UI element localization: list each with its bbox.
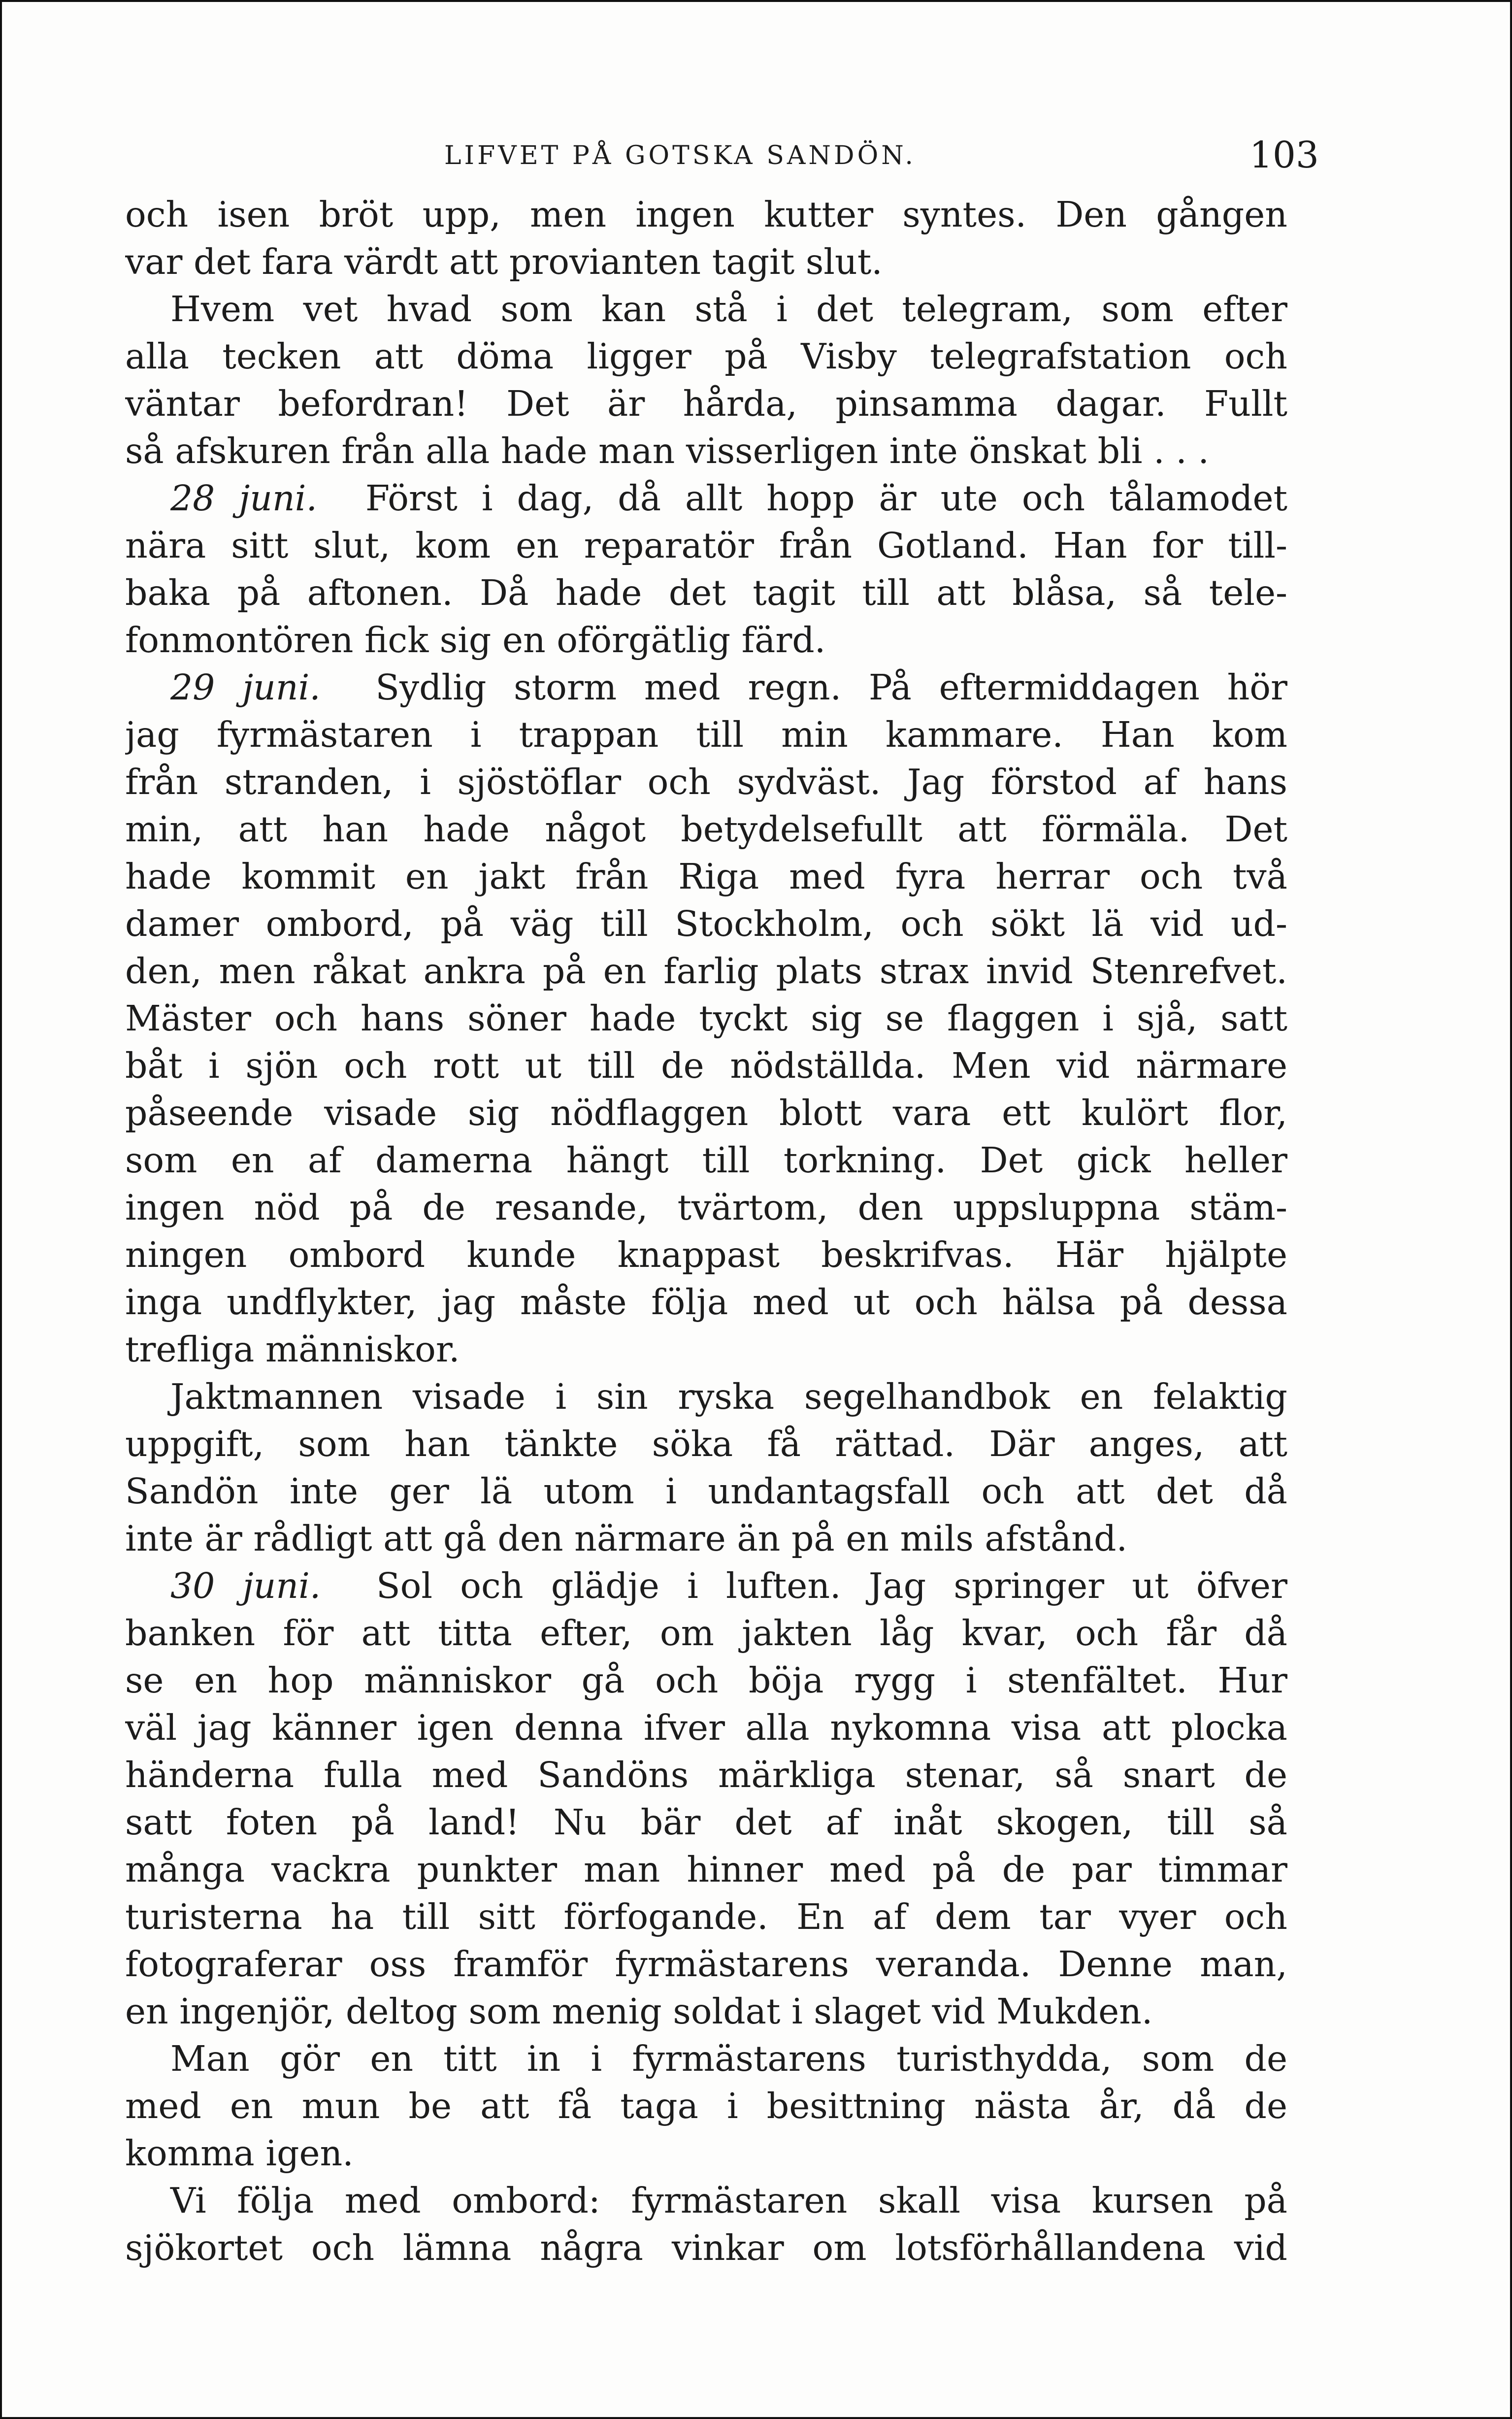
text-line: sjökortet och lämna några vinkar om lotsförhållandena vid — [125, 2227, 1287, 2268]
text-line — [125, 664, 1287, 711]
text-line: väntar befordran! Det är hårda, pinsamma dagar. Fullt — [125, 383, 1287, 424]
text-line: påseende visade sig nödflaggen blott vara ett kulört flor, — [125, 1093, 1287, 1133]
running-head — [125, 131, 1319, 180]
text-line: Hvem vet hvad som kan stå i det telegram, som efter — [170, 289, 1287, 330]
text-line: min, att han hade något betydelsefullt att förmäla. Det — [125, 809, 1287, 850]
text-line: Sandön inte ger lä utom i undantagsfall och att det då — [125, 1471, 1287, 1512]
text-line: se en hop människor gå och böja rygg i stenfältet. Hur — [125, 1660, 1287, 1701]
text-line — [125, 475, 1287, 522]
text-line: inga undflykter, jag måste följa med ut och hälsa på dessa — [125, 1282, 1287, 1323]
text-line: damer ombord, på väg till Stockholm, och sökt lä vid ud- — [125, 903, 1287, 944]
running-title: LIFVET PÅ GOTSKA SANDÖN. — [444, 141, 916, 170]
line-text: Först i dag, då allt hopp är ute och tålamodet — [365, 478, 1287, 519]
text-line: fotograferar oss framför fyrmästarens veranda. Denne man, — [125, 1944, 1287, 1985]
text-line: väl jag känner igen denna ifver alla nykomna visa att plocka — [125, 1707, 1287, 1748]
text-line: ningen ombord kunde knappast beskrifvas. Här hjälpte — [125, 1234, 1287, 1275]
diary-date: 30 juni. — [170, 1565, 321, 1606]
diary-date: 28 juni. — [170, 478, 318, 519]
text-line: Mäster och hans söner hade tyckt sig se flaggen i sjå, satt — [125, 998, 1287, 1039]
text-line: var det fara värdt att provianten tagit slut. — [125, 241, 883, 282]
text-line: båt i sjön och rott ut till de nödställda. Men vid närmare — [125, 1045, 1287, 1086]
text-line: jag fyrmästaren i trappan till min kammare. Han kom — [125, 714, 1287, 755]
text-line: Vi följa med ombord: fyrmästaren skall visa kursen på — [170, 2180, 1287, 2221]
text-line: alla tecken att döma ligger på Visby telegrafstation och — [125, 336, 1287, 377]
text-line: Man gör en titt in i fyrmästarens turisthydda, som de — [170, 2038, 1287, 2079]
body-text — [125, 191, 1287, 2272]
text-line: nära sitt slut, kom en reparatör från Gotland. Han for till- — [125, 525, 1287, 566]
text-line: en ingenjör, deltog som menig soldat i slaget vid Mukden. — [125, 1991, 1153, 2032]
line-text: Sol och glädje i luften. Jag springer ut öfver — [376, 1565, 1287, 1606]
text-line: med en mun be att få taga i besittning nästa år, då de — [125, 2086, 1287, 2126]
text-line: trefliga människor. — [125, 1329, 460, 1370]
text-line: och isen bröt upp, men ingen kutter syntes. Den gången — [125, 194, 1287, 235]
diary-date: 29 juni. — [170, 667, 321, 708]
text-line: Jaktmannen visade i sin ryska segelhandbok en felaktig — [170, 1376, 1287, 1417]
text-line: så afskuren från alla hade man visserligen inte önskat bli . . . — [125, 431, 1209, 471]
text-line: baka på aftonen. Då hade det tagit till att blåsa, så tele- — [125, 572, 1287, 613]
text-line: fonmontören fick sig en oförgätlig färd. — [125, 620, 826, 661]
page-number: 103 — [1249, 134, 1319, 176]
text-line — [125, 1562, 1287, 1610]
text-line: ingen nöd på de resande, tvärtom, den uppsluppna stäm- — [125, 1187, 1287, 1228]
text-line: inte är rådligt att gå den närmare än på en mils afstånd. — [125, 1518, 1128, 1559]
text-line: den, men råkat ankra på en farlig plats strax invid Stenrefvet. — [125, 951, 1287, 992]
text-line: turisterna ha till sitt förfogande. En af dem tar vyer och — [125, 1896, 1287, 1937]
text-line: banken för att titta efter, om jakten låg kvar, och får då — [125, 1613, 1287, 1654]
text-line: från stranden, i sjöstöflar och sydväst. Jag förstod af hans — [125, 762, 1287, 802]
text-line: komma igen. — [125, 2133, 354, 2174]
text-line: satt foten på land! Nu bär det af inåt skogen, till så — [125, 1802, 1287, 1843]
text-line: hade kommit en jakt från Riga med fyra herrar och två — [125, 856, 1287, 897]
text-line: händerna fulla med Sandöns märkliga stenar, så snart de — [125, 1755, 1287, 1795]
text-line: som en af damerna hängt till torkning. Det gick heller — [125, 1140, 1287, 1181]
text-line: många vackra punkter man hinner med på de par timmar — [125, 1849, 1287, 1890]
line-text: Sydlig storm med regn. På eftermiddagen hör — [375, 667, 1287, 708]
text-line: uppgift, som han tänkte söka få rättad. Där anges, att — [125, 1424, 1287, 1464]
